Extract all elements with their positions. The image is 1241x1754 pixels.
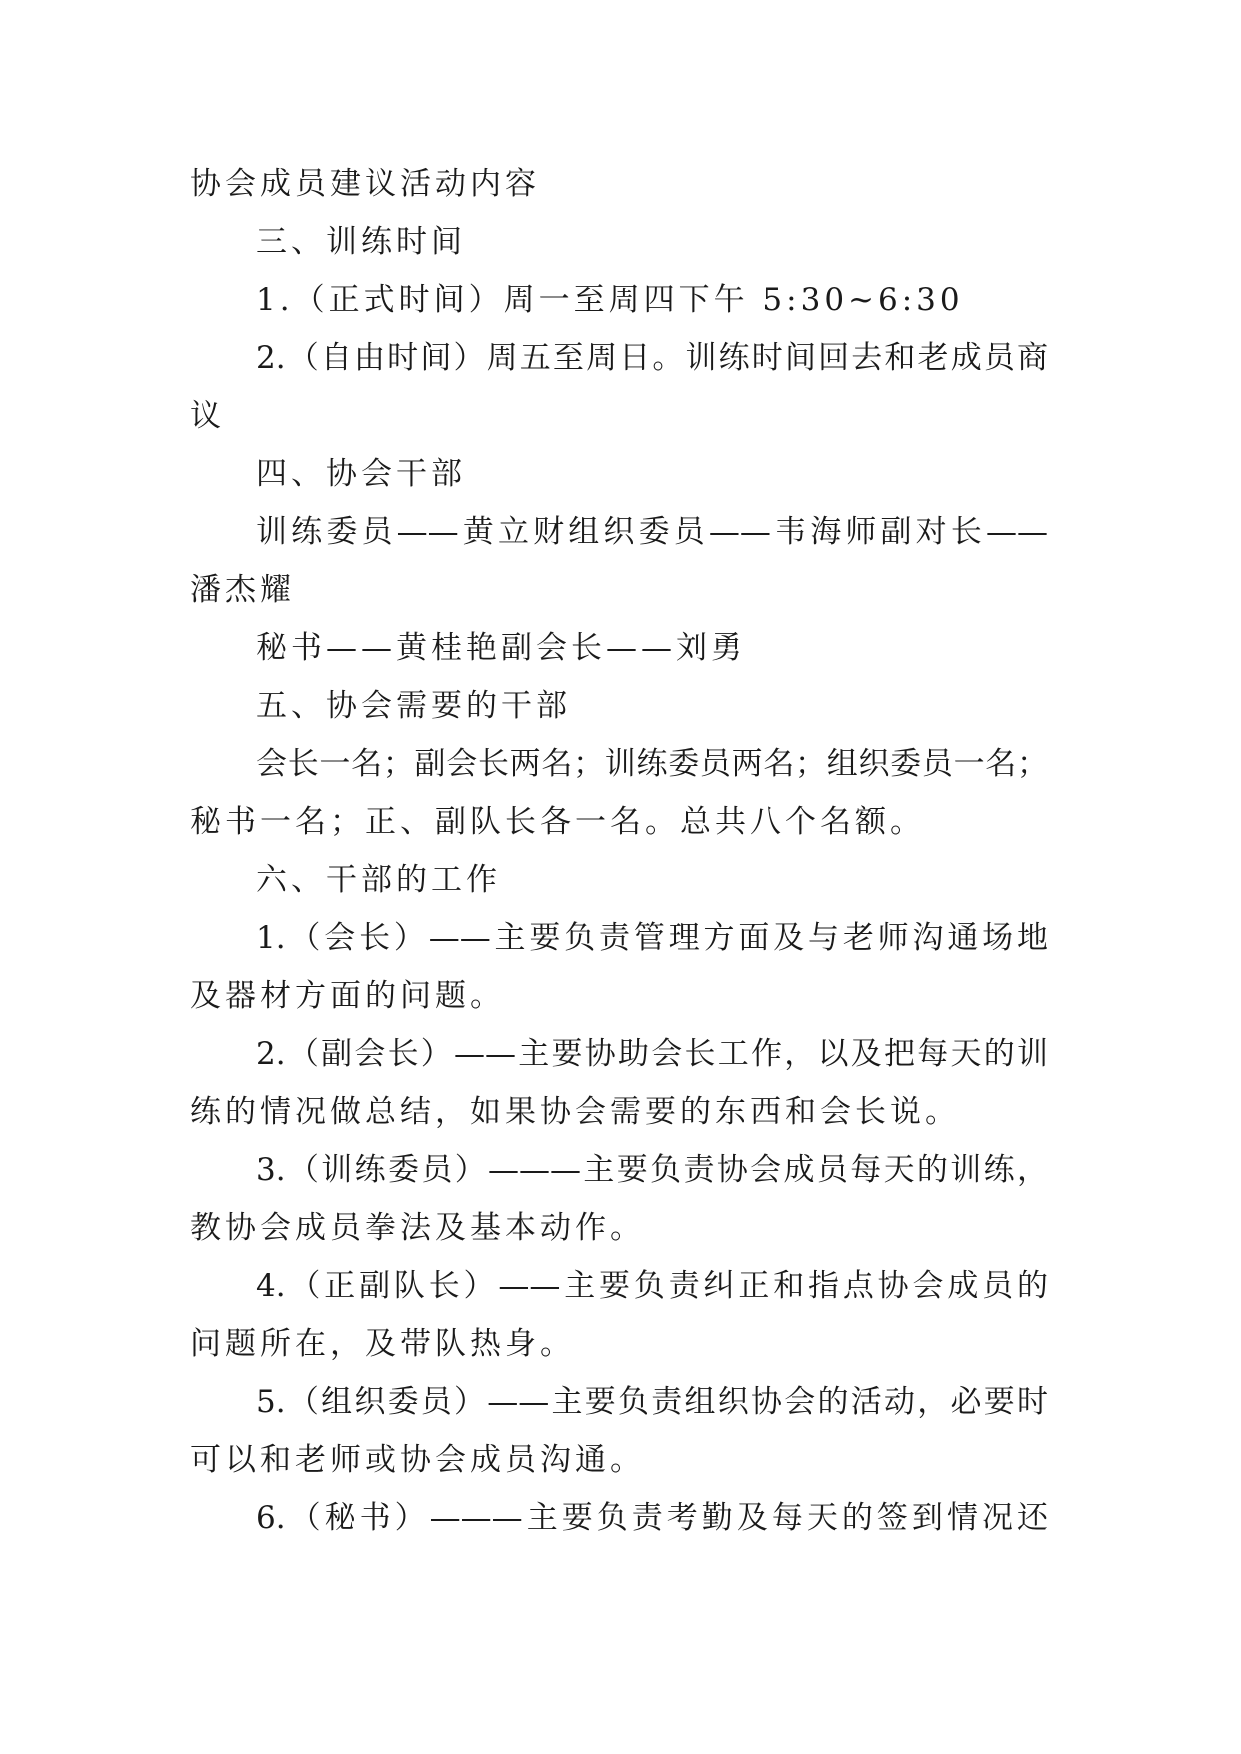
text-line: 问题所在，及带队热身。 <box>190 1326 575 1362</box>
text-line: 秘书一名；正、副队长各一名。总共八个名额。 <box>190 804 925 840</box>
text-line: 协会成员建议活动内容 <box>190 166 540 202</box>
section-heading: 三、训练时间 <box>256 224 466 260</box>
text-line: 3.（训练委员）———主要负责协会成员每天的训练， <box>256 1152 1048 1188</box>
text-line: 会长一名；副会长两名；训练委员两名；组织委员一名； <box>256 746 1048 782</box>
text-line: 6.（秘书）———主要负责考勤及每天的签到情况还 <box>256 1500 1048 1536</box>
text-line: 5.（组织委员）——主要负责组织协会的活动，必要时 <box>256 1384 1048 1420</box>
text-line: 练的情况做总结，如果协会需要的东西和会长说。 <box>190 1094 960 1130</box>
section-heading: 四、协会干部 <box>256 456 466 492</box>
text-line: 4.（正副队长）——主要负责纠正和指点协会成员的 <box>256 1268 1048 1304</box>
text-line: 教协会成员拳法及基本动作。 <box>190 1210 645 1246</box>
text-line: 秘书——黄桂艳副会长——刘勇 <box>256 630 746 666</box>
text-line: 1.（正式时间）周一至周四下午 5:30~6:30 <box>256 282 964 318</box>
text-line: 训练委员——黄立财组织委员——韦海师副对长—— <box>256 514 1048 550</box>
text-line: 2.（自由时间）周五至周日。训练时间回去和老成员商 <box>256 340 1048 376</box>
text-line: 潘杰耀 <box>190 572 295 608</box>
text-line: 2.（副会长）——主要协助会长工作，以及把每天的训 <box>256 1036 1048 1072</box>
section-heading: 六、干部的工作 <box>256 862 501 898</box>
text-line: 议 <box>190 398 225 434</box>
section-heading: 五、协会需要的干部 <box>256 688 571 724</box>
text-line: 1.（会长）——主要负责管理方面及与老师沟通场地 <box>256 920 1048 956</box>
text-line: 可以和老师或协会成员沟通。 <box>190 1442 645 1478</box>
text-line: 及器材方面的问题。 <box>190 978 505 1014</box>
